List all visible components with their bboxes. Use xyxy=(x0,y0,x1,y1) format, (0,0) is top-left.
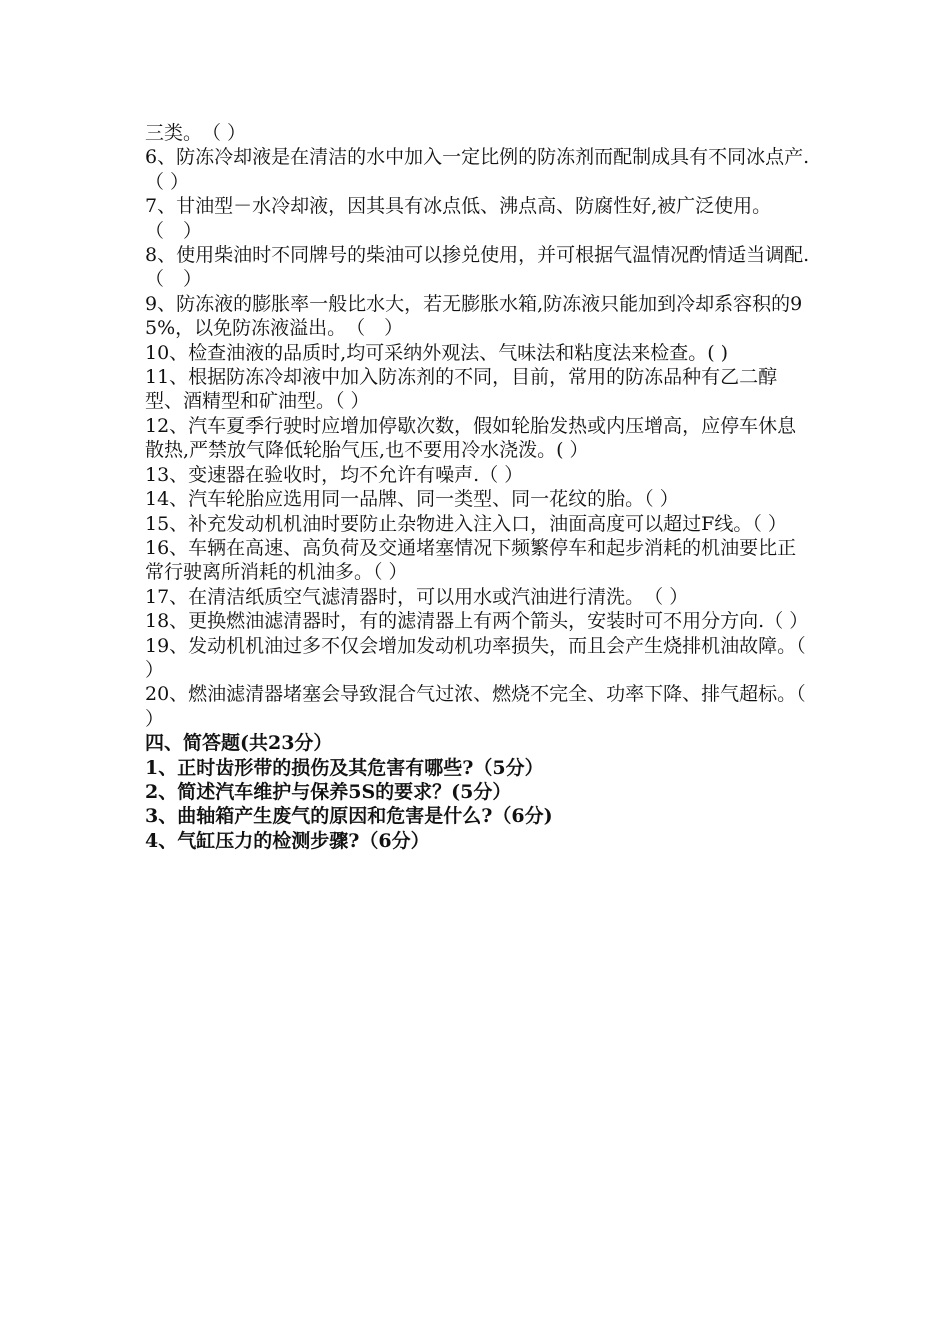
text-line: 三类。 （ ） xyxy=(145,122,247,144)
true-false-item: 8、使用柴油时不同牌号的柴油可以掺兑使用，并可根据气温情况酌情适当调配.（ ） xyxy=(145,244,810,291)
true-false-item: 19、发动机机油过多不仅会增加发动机功率损失，而且会产生烧排机油故障。（ ） xyxy=(145,634,812,681)
true-false-item: 17、在清洁纸质空气滤清器时，可以用水或汽油进行清洗。 （ ） xyxy=(145,585,689,608)
short-answer-question: 2、简述汽车维护与保养5S的要求？(5分） xyxy=(145,780,512,803)
true-false-item: 16、车辆在高速、高负荷及交通堵塞情况下频繁停车和起步消耗的机油要比正常行驶离所消耗的机油多。（ ） xyxy=(145,536,797,584)
true-false-item: 12、汽车夏季行驶时应增加停歇次数，假如轮胎发热或内压增高，应停车休息散热,严禁放气降低轮胎气压,也不要用冷水浇泼。( ） xyxy=(145,414,797,462)
short-answer-question: 1、正时齿形带的损伤及其危害有哪些?（5分） xyxy=(145,756,544,779)
true-false-item: 20、燃油滤清器堵塞会导致混合气过浓、燃烧不完全、功率下降、排气超标。（ ） xyxy=(145,683,812,730)
true-false-item: 11、根据防冻冷却液中加入防冻剂的不同，目前，常用的防冻品种有乙二醇型、酒精型和矿油型。（ ） xyxy=(145,366,778,413)
true-false-item: 13、变速器在验收时，均不允许有噪声.（ ） xyxy=(145,463,524,486)
true-false-item: 14、汽车轮胎应选用同一品牌、同一类型、同一花纹的胎。（ ） xyxy=(145,488,679,511)
true-false-item: 15、补充发动机机油时要防止杂物进入注入口，油面高度可以超过F线。（ ） xyxy=(145,512,787,535)
short-answer-question: 3、曲轴箱产生废气的原因和危害是什么?（6分) xyxy=(145,805,553,828)
true-false-item: 10、检查油液的品质时,均可采纳外观法、气味法和粘度法来检查。( ) xyxy=(145,341,729,364)
section-title: 四、简答题(共23分） xyxy=(145,732,333,755)
document-body xyxy=(145,121,810,853)
true-false-item: 7、甘油型－水冷却液，因其具有冰点低、沸点高、防腐性好,被广泛使用。 （ ） xyxy=(145,195,781,242)
true-false-item: 9、防冻液的膨胀率一般比水大，若无膨胀水箱,防冻液只能加到冷却系容积的95%，以免防冻液溢出。 （ ） xyxy=(145,292,803,340)
true-false-item: 6、防冻冷却液是在清洁的水中加入一定比例的防冻剂而配制成具有不同冰点产.（ ） xyxy=(145,146,810,193)
short-answer-question: 4、气缸压力的检测步骤?（6分） xyxy=(145,829,430,852)
true-false-item: 18、更换燃油滤清器时，有的滤清器上有两个箭头，安装时可不用分方向.（ ） xyxy=(145,610,809,633)
